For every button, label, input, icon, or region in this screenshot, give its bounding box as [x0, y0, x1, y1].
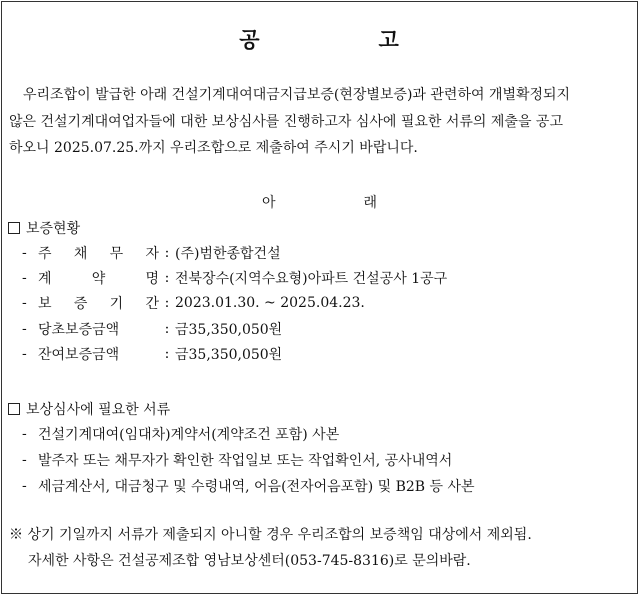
label-char: 간	[145, 296, 159, 313]
guarantee-value: 금35,350,050원	[175, 321, 283, 338]
label-text: 잔여보증금액	[38, 346, 120, 363]
footnote-line-1: ※ 상기 기일까지 서류가 제출되지 아니할 경우 우리조합의 보증책임 대상에서 제외됨.	[9, 527, 532, 543]
guarantee-value: 금35,350,050원	[175, 346, 283, 363]
dash-marker: -	[22, 295, 27, 312]
notice-document	[1, 1, 638, 594]
documents-section	[8, 397, 475, 500]
label-char: 자	[145, 245, 159, 262]
guarantee-row-remaining-amount	[8, 341, 447, 366]
dash-marker: -	[22, 345, 27, 362]
checkbox-square-icon	[8, 222, 20, 234]
guarantee-value: (주)범한종합건설	[175, 245, 281, 262]
guarantee-section	[8, 216, 447, 366]
document-item	[8, 421, 475, 447]
guarantee-label	[38, 268, 159, 288]
subtitle-char-1: 아	[261, 195, 276, 211]
label-char: 기	[109, 296, 124, 313]
guarantee-label	[38, 319, 159, 339]
dash-marker: -	[22, 452, 27, 469]
colon: :	[164, 320, 170, 337]
notice-title	[2, 24, 637, 54]
label-char: 채	[73, 245, 88, 262]
subtitle-below	[2, 192, 637, 212]
label-char: 명	[145, 270, 159, 287]
guarantee-label	[38, 243, 159, 263]
intro-line-3: 하오니 2025.07.25.까지 우리조합으로 제출하여 주시기 바랍니다.	[9, 140, 418, 156]
document-item	[8, 473, 475, 499]
guarantee-row-contract	[8, 265, 447, 290]
dash-marker: -	[22, 478, 27, 495]
label-char: 보	[38, 296, 52, 313]
dash-marker: -	[22, 426, 27, 443]
document-item-text: 세금계산서, 대금청구 및 수령내역, 어음(전자어음포함) 및 B2B 등 사본	[38, 479, 475, 496]
label-char: 약	[91, 270, 106, 287]
title-char-1: 공	[239, 27, 261, 52]
label-text: 당초보증금액	[38, 321, 120, 338]
documents-heading-text: 보상심사에 필요한 서류	[26, 402, 171, 418]
intro-line-1: 우리조합이 발급한 아래 건설기계대여대금지급보증(현장별보증)과 관련하여 개별확정되지	[23, 87, 571, 103]
colon: :	[164, 269, 170, 286]
guarantee-label	[38, 344, 159, 364]
label-char: 증	[73, 296, 88, 313]
intro-paragraph	[9, 84, 635, 164]
guarantee-heading	[8, 216, 447, 240]
guarantee-heading-text: 보증현황	[26, 221, 81, 237]
colon: :	[164, 345, 170, 362]
dash-marker: -	[22, 244, 27, 261]
footnote	[9, 524, 637, 576]
title-char-2: 고	[378, 27, 400, 52]
guarantee-value: 전북장수(지역수요형)아파트 건설공사 1공구	[175, 270, 448, 287]
dash-marker: -	[22, 269, 27, 286]
guarantee-value: 2023.01.30. ~ 2025.04.23.	[175, 295, 365, 312]
document-item-text: 건설기계대여(임대차)계약서(계약조건 포함) 사본	[38, 427, 340, 444]
guarantee-row-period	[8, 291, 447, 316]
label-char: 계	[38, 270, 52, 287]
document-item-text: 발주자 또는 채무자가 확인한 작업일보 또는 작업확인서, 공사내역서	[38, 453, 453, 470]
guarantee-row-debtor	[8, 240, 447, 265]
label-char: 무	[109, 245, 124, 262]
colon: :	[164, 244, 170, 261]
label-char: 주	[38, 245, 52, 262]
guarantee-label	[38, 293, 159, 313]
dash-marker: -	[22, 320, 27, 337]
documents-heading	[8, 397, 475, 421]
footnote-line-2: 자세한 사항은 건설공제조합 영남보상센터(053-745-8316)로 문의바람.	[28, 553, 471, 569]
colon: :	[164, 295, 170, 312]
guarantee-row-initial-amount	[8, 316, 447, 341]
intro-line-2: 않은 건설기계대여업자들에 대한 보상심사를 진행하고자 심사에 필요한 서류의 제출을 공고	[9, 113, 563, 130]
subtitle-char-2: 래	[363, 195, 378, 211]
checkbox-square-icon	[8, 403, 20, 415]
document-item	[8, 447, 475, 473]
